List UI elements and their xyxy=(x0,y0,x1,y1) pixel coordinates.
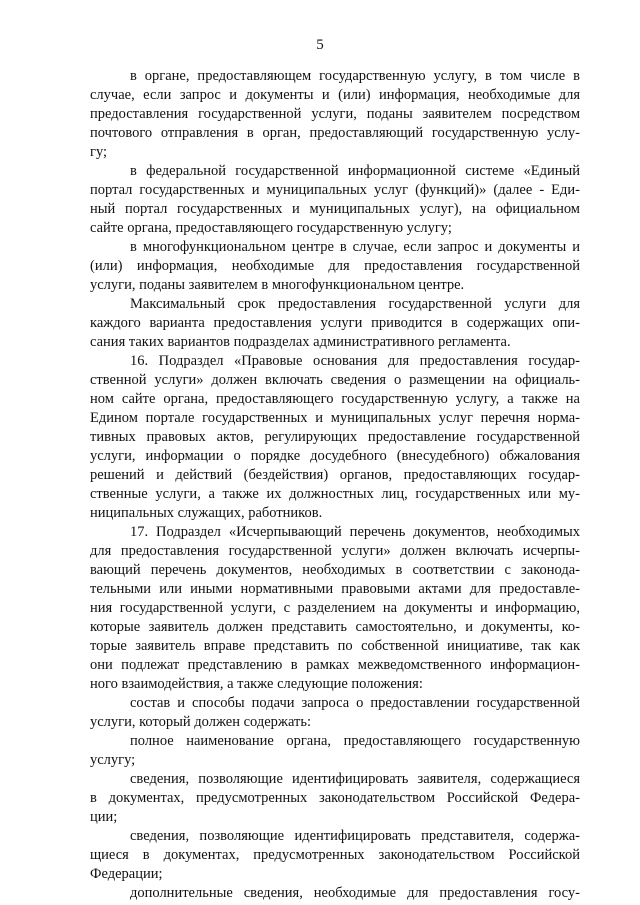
text-line: которые заявитель должен представить самостоятельно, и документы, ко- xyxy=(90,619,580,635)
text-line: каждого варианта предоставления услуги приводится в содержащих опи- xyxy=(90,315,580,331)
text-line: 16. Подраздел «Правовые основания для предоставления государ- xyxy=(130,353,580,369)
text-line: Максимальный срок предоставления государственной услуги для xyxy=(130,296,580,312)
text-line: 17. Подраздел «Исчерпывающий перечень документов, необходимых xyxy=(130,524,580,540)
text-line: услугу; xyxy=(90,752,136,768)
text-line: ции; xyxy=(90,809,118,825)
text-line: тельными или иными нормативными правовыми актами для предоставле- xyxy=(90,581,580,597)
text-line: в федеральной государственной информационной системе «Единый xyxy=(130,163,580,179)
text-line: ниципальных служащих, работников. xyxy=(90,505,323,521)
text-line: они подлежат представлению в рамках межведомственного информацион- xyxy=(90,657,580,673)
text-line: (или) информация, необходимые для предоставления государственной xyxy=(90,258,580,274)
text-line: услуги, информации о порядке досудебного (внесудебного) обжалования xyxy=(90,448,580,464)
document-body xyxy=(90,67,580,903)
text-line: Федерации; xyxy=(90,866,163,882)
text-line: сайте органа, предоставляющего государственную услугу; xyxy=(90,220,452,236)
text-line: вающий перечень документов, необходимых в соответствии с законода- xyxy=(90,562,580,578)
text-line: тивных правовых актов, регулирующих предоставление государственной xyxy=(90,429,580,445)
text-line: гу; xyxy=(90,144,108,160)
text-line: ный портал государственных и муниципальных услуг), на официальном xyxy=(90,201,580,217)
text-line: сания таких вариантов подразделах административного регламента. xyxy=(90,334,511,350)
text-line: ном сайте органа, предоставляющего государственную услугу, а также на xyxy=(90,391,580,407)
text-line: ного взаимодействия, а также следующие положения: xyxy=(90,676,423,692)
text-line: ственные услуги, а также их должностных лиц, государственных или му- xyxy=(90,486,580,502)
text-line: решений и действий (бездействия) органов, предоставляющих государ- xyxy=(90,467,580,483)
text-line: в многофункциональном центре в случае, если запрос и документы и xyxy=(130,239,580,255)
page-number: 5 xyxy=(316,37,324,53)
text-line: Едином портале государственных и муниципальных услуг перечня норма- xyxy=(90,410,580,426)
text-line: полное наименование органа, предоставляющего государственную xyxy=(130,733,580,749)
text-line: сведения, позволяющие идентифицировать представителя, содержа- xyxy=(130,828,580,844)
text-line: сведения, позволяющие идентифицировать заявителя, содержащиеся xyxy=(130,771,580,787)
text-line: услуги, поданы заявителем в многофункциональном центре. xyxy=(90,277,465,293)
text-line: дополнительные сведения, необходимые для предоставления госу- xyxy=(130,885,580,901)
text-line: для предоставления государственной услуги» должен включать исчерпы- xyxy=(90,543,580,559)
text-line: портал государственных и муниципальных услуг (функций)» (далее - Еди- xyxy=(90,182,580,198)
text-line: в органе, предоставляющем государственную услугу, в том числе в xyxy=(130,68,580,84)
text-line: состав и способы подачи запроса о предоставлении государственной xyxy=(130,695,580,711)
text-line: торые заявитель вправе представить по собственной инициативе, так как xyxy=(90,638,580,654)
text-line: почтового отправления в орган, предоставляющий государственную услу- xyxy=(90,125,580,141)
text-line: щиеся в документах, предусмотренных законодательством Российской xyxy=(90,847,580,863)
text-line: предоставления государственной услуги, поданы заявителем посредством xyxy=(90,106,580,122)
text-line: ния государственной услуги, с разделением на документы и информацию, xyxy=(90,600,580,616)
text-line: случае, если запрос и документы и (или) информация, необходимые для xyxy=(90,87,580,103)
text-line: ственной услуги» должен включать сведения о размещении на официаль- xyxy=(90,372,580,388)
text-line: услуги, который должен содержать: xyxy=(90,714,311,730)
text-line: в документах, предусмотренных законодательством Российской Федера- xyxy=(90,790,580,806)
